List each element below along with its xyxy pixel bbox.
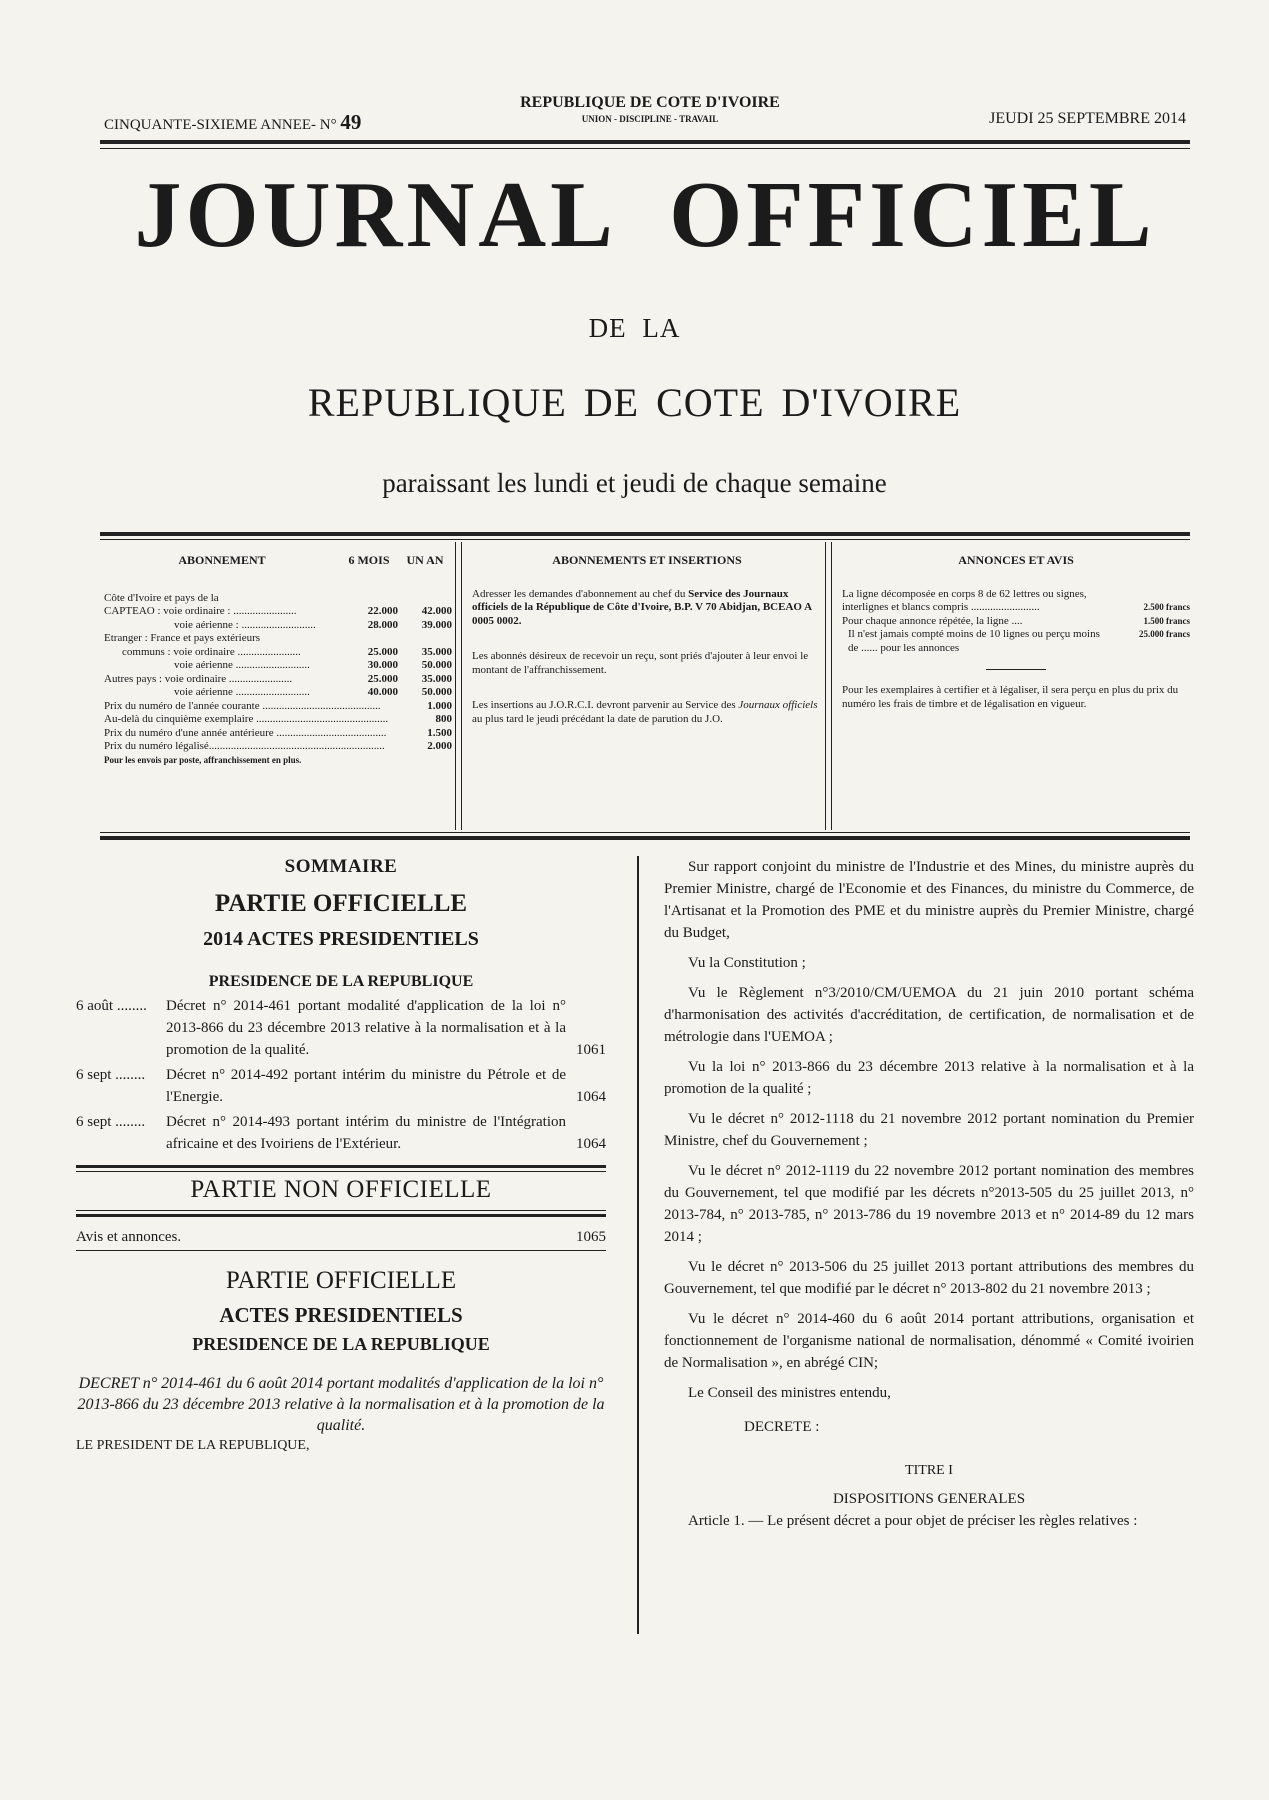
abonnement-row <box>104 673 452 687</box>
price-row <box>104 727 452 741</box>
sommaire-entry[interactable] <box>76 995 606 1061</box>
annonce-repeat-rate <box>842 615 1190 629</box>
abonnement-row-label: voie aérienne ........................... <box>174 686 310 698</box>
partie-officielle-heading: PARTIE OFFICIELLE <box>225 1267 457 1294</box>
non-officielle-rule-thick <box>76 1214 606 1217</box>
insertions-address-intro: Adresser les demandes d'abonnement au chef du <box>472 587 686 600</box>
avis-label: Avis et annonces. <box>76 1229 182 1245</box>
price-row-value: 1.000 <box>427 699 452 712</box>
insertions-column <box>472 554 822 748</box>
masthead-topline <box>100 92 1190 132</box>
abonnement-column <box>104 554 452 767</box>
box-divider-1 <box>455 542 462 830</box>
abonnement-row-6mois: 25.000 <box>367 672 398 685</box>
journal-title: JOURNAL OFFICIEL <box>134 163 1156 267</box>
insertions-deadline-a: Les insertions au J.O.R.C.I. devront parvenir au Service des <box>472 699 736 711</box>
sommaire-rule-thin <box>76 1171 606 1172</box>
sommaire-heading: SOMMAIRE <box>284 856 398 877</box>
abonnement-row-1an <box>398 632 452 646</box>
insertions-address-detail: Service des Journaux officiels de la République de Côte d'Ivoire, B.P. V 70 Abidjan, BCEAO A 0005 0002. <box>472 587 812 627</box>
abonnement-heading: ABONNEMENT <box>178 553 266 567</box>
abonnement-row <box>104 659 452 673</box>
publication-frequency: paraissant les lundi et jeudi de chaque semaine <box>382 468 887 498</box>
col-6-mois: 6 MOIS <box>348 553 390 567</box>
price-rows <box>104 700 452 754</box>
annonce-repeat-label: Pour chaque annonce répétée, la ligne .... <box>842 614 1023 627</box>
avis-page: 1065 <box>576 1229 606 1245</box>
entry-text: Décret n° 2014-493 portant intérim du ministre de l'Intégration africaine et des Ivoiriens de l'Extérieur. <box>166 1114 566 1152</box>
abonnement-row-label: voie aérienne ........................... <box>174 659 310 671</box>
abonnement-row <box>104 605 452 619</box>
price-row-label: Prix du numéro de l'année courante ........................................... <box>104 699 381 712</box>
entry-text: Décret n° 2014-492 portant intérim du ministre du Pétrole et de l'Energie. <box>166 1067 566 1105</box>
cote-line: Côte d'Ivoire et pays de la <box>104 591 219 604</box>
price-row-value: 1.500 <box>427 726 452 739</box>
abonnement-row-6mois: 30.000 <box>367 659 398 671</box>
sommaire-presidence: PRESIDENCE DE LA REPUBLIQUE <box>208 973 474 990</box>
annonces-column <box>842 554 1190 711</box>
decrete: DECRETE : <box>744 1419 820 1435</box>
price-row-value: 800 <box>435 713 452 725</box>
visa-paragraph: Vu le décret n° 2013-506 du 25 juillet 2013 portant attributions des membres du Gouvernement, tel que modifié par le décret n° 2013-802 du 21 novembre 2013 ; <box>664 1259 1194 1297</box>
price-row-label: Prix du numéro d'une année antérieure ........................................ <box>104 726 387 739</box>
annonce-line-rate <box>842 588 1190 615</box>
visa-paragraphs <box>664 856 1194 1404</box>
subtitle-de-la: DE LA <box>588 313 681 343</box>
abonnement-row <box>104 646 452 660</box>
annonce-line-price: 2.500 francs <box>1143 602 1190 612</box>
issue-number: 49 <box>340 110 362 134</box>
postage-note: Pour les envois par poste, affranchissement en plus. <box>104 754 302 765</box>
year-label: CINQUANTE-SIXIEME ANNEE- N° <box>104 117 337 133</box>
abonnement-row-6mois: 40.000 <box>367 686 398 698</box>
le-president: LE PRESIDENT DE LA REPUBLIQUE, <box>76 1438 310 1453</box>
insertions-receipt: Les abonnés désireux de recevoir un reçu, sont priés d'ajouter à leur envoi le montant de l'affranchissement. <box>472 650 809 676</box>
annonce-minimum-price: 25.000 francs <box>1139 629 1190 639</box>
sommaire-actes: 2014 ACTES PRESIDENTIELS <box>203 928 479 950</box>
titre-label: TITRE I <box>905 1463 953 1478</box>
visa-paragraph: Vu le Règlement n°3/2010/CM/UEMOA du 21 juin 2010 portant schéma d'harmonisation des activités d'accréditation, de certification, de normalisation et de métrologie dans l'UEMOA ; <box>664 985 1194 1045</box>
abonnement-row <box>104 619 452 633</box>
abonnement-row-1an: 35.000 <box>421 672 452 685</box>
abonnement-row-label: Autres pays : voie ordinaire ....................... <box>104 672 293 685</box>
visa-paragraph: Sur rapport conjoint du ministre de l'Industrie et des Mines, du ministre auprès du Premier Ministre, chargé de l'Economie et des Finances, du ministre du Commerce, de l'Artisanat et la Promotion des PME et du ministre auprès du Premier Ministre, chargé du Budget, <box>664 859 1194 941</box>
left-column <box>76 856 606 1454</box>
header-rule-thin <box>100 148 1190 149</box>
price-row-label: Au-delà du cinquième exemplaire ................................................ <box>104 713 389 725</box>
republic-name: REPUBLIQUE DE COTE D'IVOIRE <box>520 94 780 111</box>
abonnement-row-6mois: 25.000 <box>367 645 398 658</box>
annonce-minimum-rate <box>842 628 1190 655</box>
decret-title: DECRET n° 2014-461 du 6 août 2014 portant modalités d'application de la loi n° 2013-866 du 23 décembre 2013 relative à la normalisation et à la promotion de la qualité. <box>77 1375 605 1434</box>
visa-paragraph: Vu la Constitution ; <box>688 955 806 971</box>
abonnement-row-1an: 39.000 <box>421 618 452 631</box>
box-divider-2 <box>825 542 832 830</box>
right-column <box>664 856 1194 1540</box>
entry-page: 1064 <box>576 1136 606 1152</box>
entry-page: 1064 <box>576 1089 606 1105</box>
visa-paragraph: Vu le décret n° 2012-1118 du 21 novembre 2012 portant nomination du Premier Ministre, chef du Gouvernement ; <box>664 1111 1194 1149</box>
price-row <box>104 713 452 727</box>
sommaire-entry[interactable] <box>76 1064 606 1108</box>
abonnement-row-label: CAPTEAO : voie ordinaire : ....................... <box>104 605 297 617</box>
abonnement-row-label: Etranger : France et pays extérieurs <box>104 632 261 644</box>
header-rule-thick <box>100 140 1190 144</box>
abonnement-row-label: communs : voie ordinaire ....................... <box>122 645 301 658</box>
column-separator <box>637 856 639 1634</box>
abonnement-row <box>104 686 452 700</box>
price-row-value: 2.000 <box>427 740 452 752</box>
insertions-deadline <box>472 699 822 726</box>
box-rule-bottom-thin <box>100 832 1190 833</box>
insertions-deadline-italic: Journaux officiels <box>738 699 818 711</box>
entry-date: 6 sept ........ <box>76 1114 146 1130</box>
price-row <box>104 700 452 714</box>
abonnement-row-6mois: 22.000 <box>367 605 398 617</box>
abonnement-row-1an: 35.000 <box>421 645 452 658</box>
price-row <box>104 740 452 754</box>
abonnement-row-1an: 50.000 <box>421 686 452 698</box>
republic-heading <box>500 94 800 124</box>
certification-note: Pour les exemplaires à certifier et à légaliser, il sera perçu en plus du prix du numéro les frais de timbre et de légalisation en vigueur. <box>842 684 1179 710</box>
partie-non-officielle-heading: PARTIE NON OFFICIELLE <box>190 1176 492 1203</box>
abonnement-row-1an: 50.000 <box>421 659 452 671</box>
annonce-minimum-label: Il n'est jamais compté moins de 10 lignes ou perçu moins de ...... pour les annonces <box>848 628 1100 654</box>
box-rule-bottom <box>100 836 1190 840</box>
abonnement-row-1an: 42.000 <box>421 605 452 617</box>
abonnement-row-6mois <box>340 632 398 646</box>
sommaire-entry[interactable] <box>76 1111 606 1155</box>
abonnement-rows <box>104 605 452 700</box>
visa-paragraph: Vu le décret n° 2014-460 du 6 août 2014 portant attributions, organisation et fonctionnement de l'organisme national de normalisation, dénommé « Comité ivoirien de Normalisation », en abrégé CIN; <box>664 1311 1194 1371</box>
national-motto: UNION - DISCIPLINE - TRAVAIL <box>581 114 719 124</box>
article-1: Article 1. — Le présent décret a pour objet de préciser les règles relatives : <box>688 1513 1138 1529</box>
issue-date: JEUDI 25 SEPTEMBRE 2014 <box>989 110 1186 127</box>
annonce-line-label: La ligne décomposée en corps 8 de 62 lettres ou signes, interlignes et blancs compris ......................... <box>842 587 1087 613</box>
visa-paragraph: Vu le décret n° 2012-1119 du 22 novembre 2012 portant nomination des membres du Gouvernement, tel que modifié par les décrets n°2013-505 du 25 juillet 2013, n° 2013-784, n° 2013-785, n° 2013-786 du 19 novembre 2013 et n° 2014-89 du 12 mars 2014 ; <box>664 1163 1194 1245</box>
annonce-repeat-price: 1.500 francs <box>1143 615 1190 626</box>
actes-presidentiels-heading: ACTES PRESIDENTIELS <box>219 1303 463 1327</box>
sommaire-partie-officielle: PARTIE OFFICIELLE <box>214 890 468 917</box>
presidence-heading: PRESIDENCE DE LA REPUBLIQUE <box>192 1334 490 1354</box>
sommaire-rule-thick <box>76 1165 606 1168</box>
entry-date: 6 sept ........ <box>76 1067 146 1083</box>
avis-entry[interactable] <box>76 1229 606 1246</box>
box-rule-top <box>100 532 1190 536</box>
col-un-an: UN AN <box>406 553 444 567</box>
box-rule-top-thin <box>100 539 1190 540</box>
dispositions-heading: DISPOSITIONS GENERALES <box>832 1491 1026 1507</box>
subscription-box <box>100 532 1190 840</box>
price-row-label: Prix du numéro légalisé................................................................ <box>104 740 385 752</box>
abonnement-row-6mois: 28.000 <box>367 618 398 631</box>
insertions-heading: ABONNEMENTS ET INSERTIONS <box>552 553 742 567</box>
entry-text: Décret n° 2014-461 portant modalité d'application de la loi n° 2013-866 du 23 décembre 2013 relative à la normalisation et à la promotion de la qualité. <box>166 998 566 1058</box>
annonces-divider <box>986 669 1046 670</box>
entry-date: 6 août ........ <box>76 998 147 1014</box>
sommaire-entries <box>76 995 606 1155</box>
visa-paragraph: Le Conseil des ministres entendu, <box>688 1385 891 1401</box>
non-officielle-rule-thin <box>76 1210 606 1211</box>
visa-paragraph: Vu la loi n° 2013-866 du 23 décembre 2013 relative à la normalisation et à la promotion de la qualité ; <box>664 1059 1194 1097</box>
subtitle-republique: REPUBLIQUE DE COTE D'IVOIRE <box>307 380 962 425</box>
insertions-deadline-b: au plus tard le jeudi précédant la date de parution du J.O. <box>472 712 723 725</box>
entry-page: 1061 <box>576 1042 606 1058</box>
insertions-address <box>472 588 822 629</box>
abonnement-row <box>104 632 452 646</box>
abonnement-row-label: voie aérienne : ........................... <box>174 618 316 631</box>
issue-label <box>104 110 361 135</box>
annonces-heading: ANNONCES ET AVIS <box>958 553 1074 567</box>
avis-rule <box>76 1250 606 1251</box>
abonnement-header <box>104 554 452 568</box>
